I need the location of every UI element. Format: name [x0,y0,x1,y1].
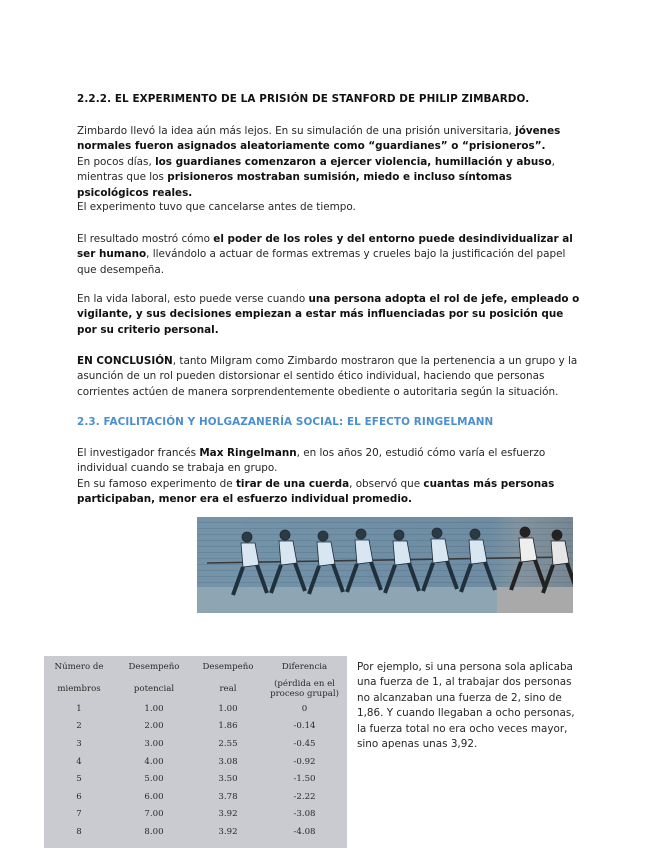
table-cell: 6 [76,791,82,802]
table-header-row [44,656,347,678]
table-cell: 6.00 [144,791,164,802]
table-cell: 1.86 [218,721,238,732]
table-cell: -1.50 [293,774,316,785]
example-explanation: Por ejemplo, si una persona sola aplicaba una fuerza de 1, al trabajar dos personas no alcanzaban una fuerza de 2, sino de 1,86. Y cuando llegaban a ocho personas, la fuerza total no era ocho veces mayor, sino apenas unas 3,92. [357,661,575,751]
table-cell: 3.92 [218,826,238,837]
table-row [44,735,347,753]
bold-text: cuantas más personas participaban, menor era el esfuerzo individual promedio. [77,477,555,506]
table-cell: 1.00 [218,703,238,714]
section-heading-zimbardo: 2.2.2. EL EXPERIMENTO DE LA PRISIÓN DE STANFORD DE PHILIP ZIMBARDO. [77,93,530,105]
header-members-2: miembros [57,684,101,694]
text-run: El resultado mostró cómo [77,233,214,245]
text-run: , tanto Milgram como Zimbardo mostraron que la pertenencia a un grupo y la asunción de un rol pueden distorsionar el sentido ético individual, haciendo que personas corrientes actúen de manera sorprendentemente obediente o autoritaria según la situación. [77,355,578,398]
table-cell: 2 [76,721,82,732]
paragraph-work-life [77,292,585,338]
bold-text: prisioneros mostraban sumisión, miedo e incluso síntomas psicológicos reales. [77,171,512,199]
bold-text: el poder de los roles y del entorno puede desindividualizar al ser humano [77,233,573,261]
table-row [44,770,347,788]
text-run: En pocos días, [77,155,156,168]
table-row [44,700,347,718]
text-run: , en los años 20, estudió cómo varía el esfuerzo individual cuando se trabaja en grupo. [77,447,546,475]
bold-text: Max Ringelmann [199,447,297,459]
paragraph-conclusion [77,354,585,400]
table-cell: -4.08 [293,826,316,837]
bold-text: tirar de una cuerda [235,477,350,490]
header-real-2: real [219,684,237,694]
bold-text: jóvenes normales fueron asignados aleatoriamente como “guardianes” o “prisioneros”. [77,125,561,153]
bold-text: una persona adopta el rol de jefe, empleado o vigilante, y sus decisiones empiezan a estar más influenciadas por su posición que por su criterio personal. [77,293,580,336]
header-members: Número de [54,662,104,672]
table-cell: 0 [301,703,308,714]
table-cell: 3.78 [218,791,238,802]
table-row [44,823,347,841]
paragraph-experiment-cancelled [77,200,585,215]
paragraph-result [77,232,585,278]
table-row [44,718,347,736]
header-potential-2: potencial [133,684,175,694]
text-run: Zimbardo llevó la idea aún más lejos. En su simulación de una prisión universitaria, [77,125,516,137]
table-cell: 2.55 [218,738,238,749]
paragraph-ringelmann [77,446,585,508]
ringelmann-table [44,656,347,848]
table-row [44,806,347,824]
text-run: , mientras que los [77,155,555,184]
section-heading-ringelmann: 2.3. FACILITACIÓN Y HOLGAZANERÍA SOCIAL: EL EFECTO RINGELMANN [77,416,494,428]
header-potential: Desempeño [128,662,180,672]
header-difference: Diferencia [281,662,328,672]
table-cell: 8 [76,826,82,837]
table-cell: 5 [76,774,82,785]
table-header-row-2 [44,678,347,700]
table-cell: 4 [76,756,82,767]
table-cell: 1 [76,703,82,714]
text-run: El experimento tuvo que cancelarse antes de tiempo. [77,201,356,213]
table-cell: 3.50 [218,774,238,785]
bold-text: los guardianes comenzaron a ejercer violencia, humillación y abuso [155,155,552,168]
header-real: Desempeño [202,662,254,672]
text-run: , observó que [349,477,424,490]
table-cell: 1.00 [144,703,164,714]
table-row [44,753,347,771]
paragraph-zimbardo-intro [77,124,585,201]
table-cell: -0.14 [293,721,316,732]
table-cell: -3.08 [293,809,316,820]
table-cell: -0.92 [293,756,316,767]
table-cell: 3.00 [144,738,164,749]
bold-text: EN CONCLUSIÓN [77,355,173,367]
table-cell: 5.00 [144,774,164,785]
table-cell: 2.00 [144,721,164,732]
table-cell: 3.08 [218,756,238,767]
text-run: En la vida laboral, esto puede verse cuando [77,293,309,305]
table-cell: 4.00 [144,756,164,767]
table-row [44,788,347,806]
table-cell: 3.92 [218,809,238,820]
table-cell: -0.45 [293,738,316,749]
table-cell: 7.00 [144,809,164,820]
table-cell: 8.00 [144,826,164,837]
table-cell: 7 [76,809,82,820]
ringelmann-data-table [44,656,347,841]
text-run: En su famoso experimento de [77,477,236,490]
text-run: El investigador francés [77,447,200,459]
table-cell: 3 [76,738,82,749]
tug-of-war-photo [197,517,573,613]
table-body [44,700,347,841]
text-run: , llevándolo a actuar de formas extremas y crueles bajo la justificación del papel que desempeña. [77,248,566,276]
header-difference-2: (pérdida en el proceso grupal) [270,679,339,699]
table-cell: -2.22 [293,791,316,802]
